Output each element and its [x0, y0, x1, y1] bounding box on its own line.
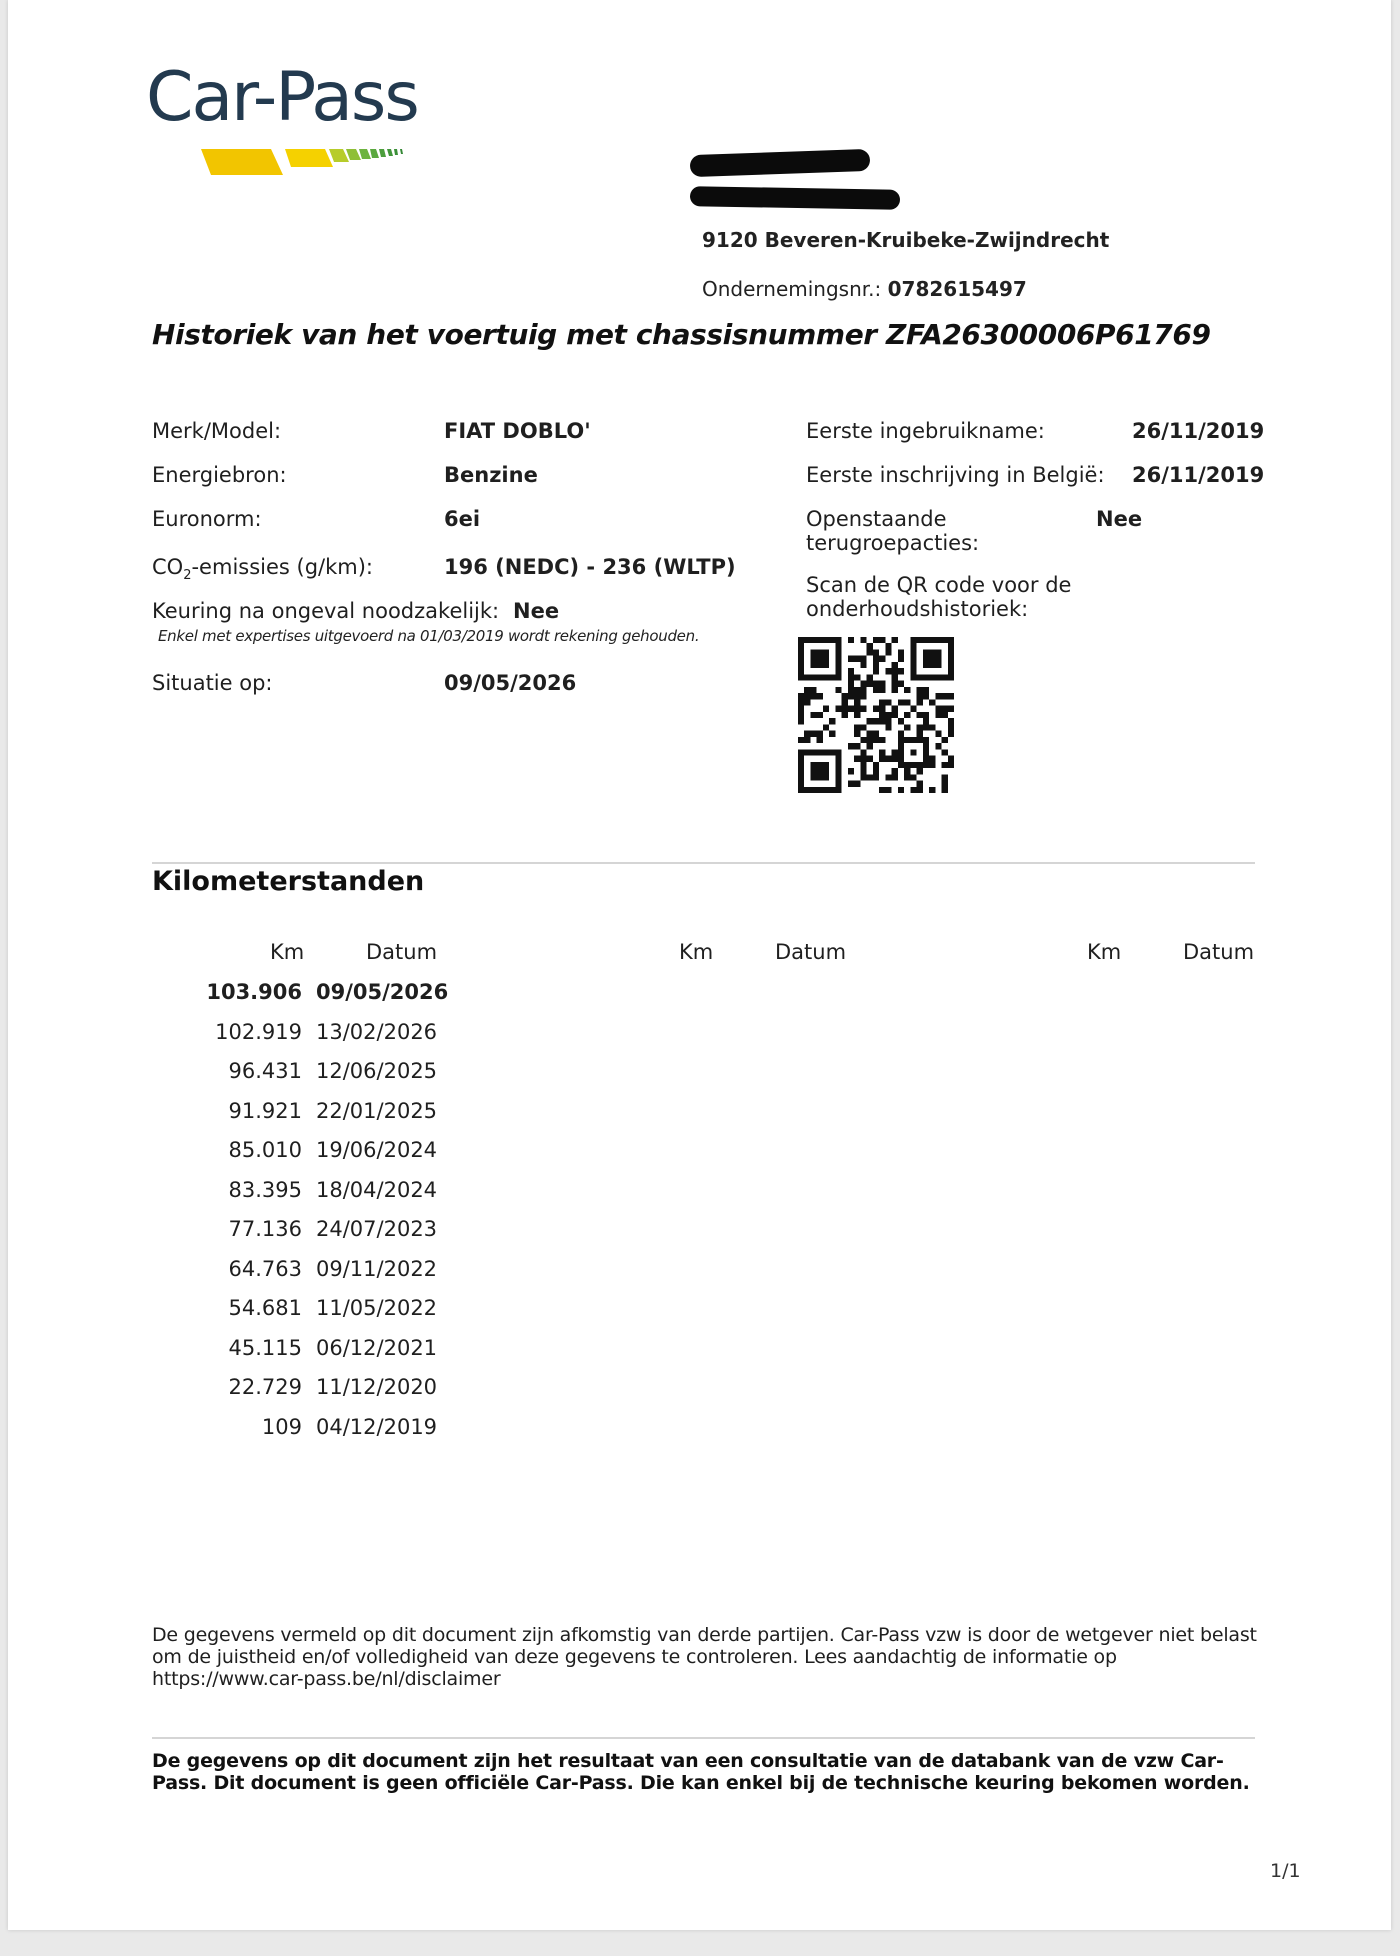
table-row — [188, 1178, 448, 1218]
km-value: 45.115 — [228, 1335, 302, 1360]
datum-value: 09/05/2026 — [316, 980, 449, 1004]
redacted-name — [690, 149, 871, 177]
co2-label — [152, 555, 373, 583]
co2-label-suffix: -emissies (g/km): — [191, 555, 374, 579]
euronorm-label: Euronorm: — [152, 507, 262, 531]
col1-km-header: Km — [270, 940, 305, 964]
keuring-label: Keuring na ongeval noodzakelijk: — [152, 599, 500, 623]
datum-value: 22/01/2025 — [316, 1098, 438, 1123]
km-value: 91.921 — [228, 1098, 302, 1123]
km-value: 54.681 — [228, 1296, 302, 1320]
col1-datum-header: Datum — [366, 940, 438, 964]
table-row — [188, 1415, 448, 1455]
datum-value: 13/02/2026 — [316, 1019, 438, 1044]
datum-value: 24/07/2023 — [316, 1217, 438, 1241]
eerste-ingebruikname-label: Eerste ingebruikname: — [806, 419, 1045, 443]
qr-code[interactable] — [798, 637, 954, 793]
km-value: 64.763 — [228, 1256, 302, 1281]
table-row — [188, 1336, 448, 1376]
col2-datum-header: Datum — [775, 940, 847, 964]
table-row — [188, 980, 448, 1020]
keuring-value: Nee — [513, 599, 560, 623]
datum-value: 18/04/2024 — [316, 1177, 438, 1202]
datum-value: 19/06/2024 — [316, 1138, 438, 1162]
datum-value: 11/12/2020 — [316, 1375, 438, 1399]
merk-model-label: Merk/Model: — [152, 419, 282, 443]
car-pass-logo-bars — [193, 145, 433, 181]
redacted-street — [690, 186, 900, 210]
km-value: 77.136 — [228, 1217, 302, 1241]
table-row — [188, 1296, 448, 1336]
km-value: 102.919 — [215, 1019, 302, 1044]
energiebron-label: Energiebron: — [152, 463, 287, 487]
col3-km-header: Km — [1087, 940, 1122, 964]
terugroepacties-value: Nee — [1096, 507, 1143, 531]
km-value: 85.010 — [228, 1138, 302, 1162]
kilometer-table — [188, 980, 448, 1454]
datum-value: 12/06/2025 — [316, 1059, 438, 1083]
km-value: 96.431 — [228, 1059, 302, 1083]
ondernemingsnummer-value: 0782615497 — [887, 277, 1027, 301]
eerste-inschrijving-value: 26/11/2019 — [1132, 463, 1265, 487]
page-number: 1/1 — [1270, 1860, 1301, 1882]
table-row — [188, 1375, 448, 1415]
qr-label: Scan de QR code voor de onderhoudshistoriek: — [806, 573, 1072, 621]
km-value: 22.729 — [228, 1375, 302, 1399]
col3-datum-header: Datum — [1183, 940, 1255, 964]
situatie-value: 09/05/2026 — [444, 671, 577, 695]
col2-km-header: Km — [679, 940, 714, 964]
table-row — [188, 1059, 448, 1099]
situatie-label: Situatie op: — [152, 671, 273, 695]
terugroepacties-label: Openstaande terugroepacties: — [806, 507, 980, 555]
keuring-note: Enkel met expertises uitgevoerd na 01/03/2019 wordt rekening gehouden. — [158, 627, 700, 645]
eerste-inschrijving-label: Eerste inschrijving in België: — [806, 463, 1105, 487]
km-value: 103.906 — [206, 980, 302, 1004]
recipient-address: 9120 Beveren-Kruibeke-Zwijndrecht — [702, 228, 1110, 252]
datum-value: 11/05/2022 — [316, 1296, 438, 1320]
document-page — [8, 0, 1391, 1930]
co2-label-prefix: CO — [152, 555, 184, 579]
table-row — [188, 1217, 448, 1257]
table-row — [188, 1257, 448, 1297]
table-row — [188, 1099, 448, 1139]
datum-value: 09/11/2022 — [316, 1256, 438, 1281]
merk-model-value: FIAT DOBLO' — [444, 419, 591, 443]
eerste-ingebruikname-value: 26/11/2019 — [1132, 419, 1265, 443]
km-value: 83.395 — [228, 1177, 302, 1202]
ondernemingsnummer-label: Ondernemingsnr.: — [702, 277, 882, 301]
section-divider — [152, 862, 1255, 864]
energiebron-value: Benzine — [444, 463, 538, 487]
datum-value: 04/12/2019 — [316, 1414, 438, 1439]
euronorm-value: 6ei — [444, 507, 481, 531]
table-row — [188, 1138, 448, 1178]
km-value: 109 — [261, 1414, 302, 1439]
datum-value: 06/12/2021 — [316, 1335, 438, 1360]
co2-value: 196 (NEDC) - 236 (WLTP) — [444, 555, 736, 579]
ondernemingsnummer — [702, 277, 1027, 301]
document-title: Historiek van het voertuig met chassisnummer ZFA26300006P61769 — [152, 318, 1211, 351]
footer-divider — [152, 1737, 1255, 1739]
footer-notice: De gegevens op dit document zijn het resultaat van een consultatie van de databank van de vzw Car-Pass. Dit document is geen officiële Car-Pass. Die kan enkel bij de technische keuring bekomen worden. — [152, 1750, 1250, 1794]
kilometerstanden-title: Kilometerstanden — [152, 866, 425, 897]
car-pass-logo-text: Car-Pass — [146, 58, 418, 137]
disclaimer-text: De gegevens vermeld op dit document zijn afkomstig van derde partijen. Car-Pass vzw is door de wetgever niet belast om de juistheid en/of volledigheid van deze gegevens te controleren. Lees aandachtig de informatie op https://www.car-pass.be/nl/disclaimer — [152, 1624, 1257, 1690]
table-row — [188, 1020, 448, 1060]
co2-label-sub: 2 — [183, 568, 192, 584]
